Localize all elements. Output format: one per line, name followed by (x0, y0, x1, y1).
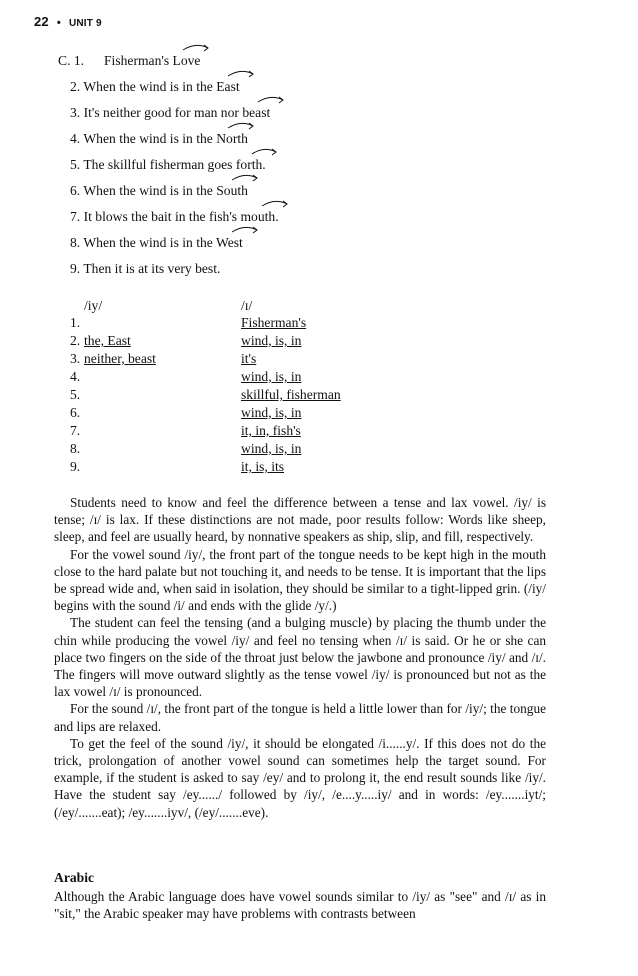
col-i-header: /ɪ/ (241, 298, 253, 313)
row-number: 6. (70, 405, 81, 420)
intonation-arrows-icon (0, 0, 638, 300)
paragraph: To get the feel of the sound /iy/, it should be elongated /i......y/. If this does not do the trick, prolongation of another vowel sound can sometimes help the target sound. For example, if the student is asked to say /ey/ and to prolong it, the end result sounds like /iy/. Have the student say /ey....../ followed by /iy/, /e....y.....iy/ and in words: /ey.......iyt/; (/ey/.......eat); /ey.......iyv/, (/ey/.......eve). (54, 735, 546, 820)
poem-line: 4. When the wind is in the North (70, 131, 248, 146)
col-iy-header: /iy/ (84, 298, 103, 313)
row-number: 9. (70, 459, 81, 474)
paragraph: Although the Arabic language does have vowel sounds similar to /iy/ as "see" and /ɪ/ as in "sit," the Arabic speaker may have problems with contrasts between (54, 889, 546, 922)
header-bullet: • (56, 17, 61, 29)
poem-line: 6. When the wind is in the South (70, 183, 248, 198)
paragraph: For the vowel sound /iy/, the front part of the tongue needs to be kept high in the mouth close to the hard palate but not touching it, and needs to be tense. It is important that the lips be spread wide and, when said in isolation, they should be similar to a tight-lipped grin. (/iy/ begins with the sound /i/ and ends with the glide /y/.) (54, 546, 546, 614)
i-words: wind, is, in (241, 333, 302, 348)
i-words: wind, is, in (241, 441, 302, 456)
poem-line: 2. When the wind is in the East (70, 79, 240, 94)
section-title: Arabic (54, 870, 95, 885)
poem-title: Fisherman's Love (104, 53, 201, 68)
row-number: 2. (70, 333, 81, 348)
i-words: wind, is, in (241, 369, 302, 384)
poem-line: 3. It's neither good for man nor beast (70, 105, 271, 120)
paragraph: Students need to know and feel the difference between a tense and lax vowel. /iy/ is tense; /ɪ/ is lax. If these distinctions are not made, poor results follow: Words like sheep, sleep, and feel are usually heard, by nonnative speakers as ship, slip, and fill, respectively. (54, 495, 546, 545)
row-number: 7. (70, 423, 81, 438)
body-text-arabic (54, 888, 546, 922)
poem-line: 8. When the wind is in the West (70, 235, 243, 250)
iy-words: neither, beast (84, 351, 156, 366)
i-words: it, is, its (241, 459, 285, 474)
paragraph: For the sound /ɪ/, the front part of the tongue is held a little lower than for /iy/; the tongue and lips are relaxed. (54, 701, 546, 734)
i-words: it, in, fish's (241, 423, 301, 438)
i-words: wind, is, in (241, 405, 302, 420)
iy-words: the, East (84, 333, 131, 348)
poem-line: 5. The skillful fisherman goes forth. (70, 157, 266, 172)
row-number: 1. (70, 315, 81, 330)
unit-label: UNIT 9 (68, 18, 102, 29)
row-number: 3. (70, 351, 81, 366)
page-number: 22 (34, 14, 49, 29)
exercise-label: C. 1. (58, 53, 85, 68)
paragraph: The student can feel the tensing (and a bulging muscle) by placing the thumb under the chin while producing the vowel /iy/ and feel no tensing when /ɪ/ is said. Or he or she can place two fingers on the side of the throat just below the jawbone and pronounce /iy/ and /ɪ/. The fingers will move outward slightly as the tense vowel /iy/ is pronounced but not as the lax vowel /ɪ/ is pronounced. (54, 615, 546, 700)
i-words: it's (241, 351, 257, 366)
i-words: Fisherman's (241, 315, 307, 330)
row-number: 8. (70, 441, 81, 456)
row-number: 5. (70, 387, 81, 402)
body-text (54, 494, 546, 821)
poem-line: 9. Then it is at its very best. (70, 261, 221, 276)
i-words: skillful, fisherman (241, 387, 341, 402)
poem-line: 7. It blows the bait in the fish's mouth. (70, 209, 279, 224)
row-number: 4. (70, 369, 81, 384)
